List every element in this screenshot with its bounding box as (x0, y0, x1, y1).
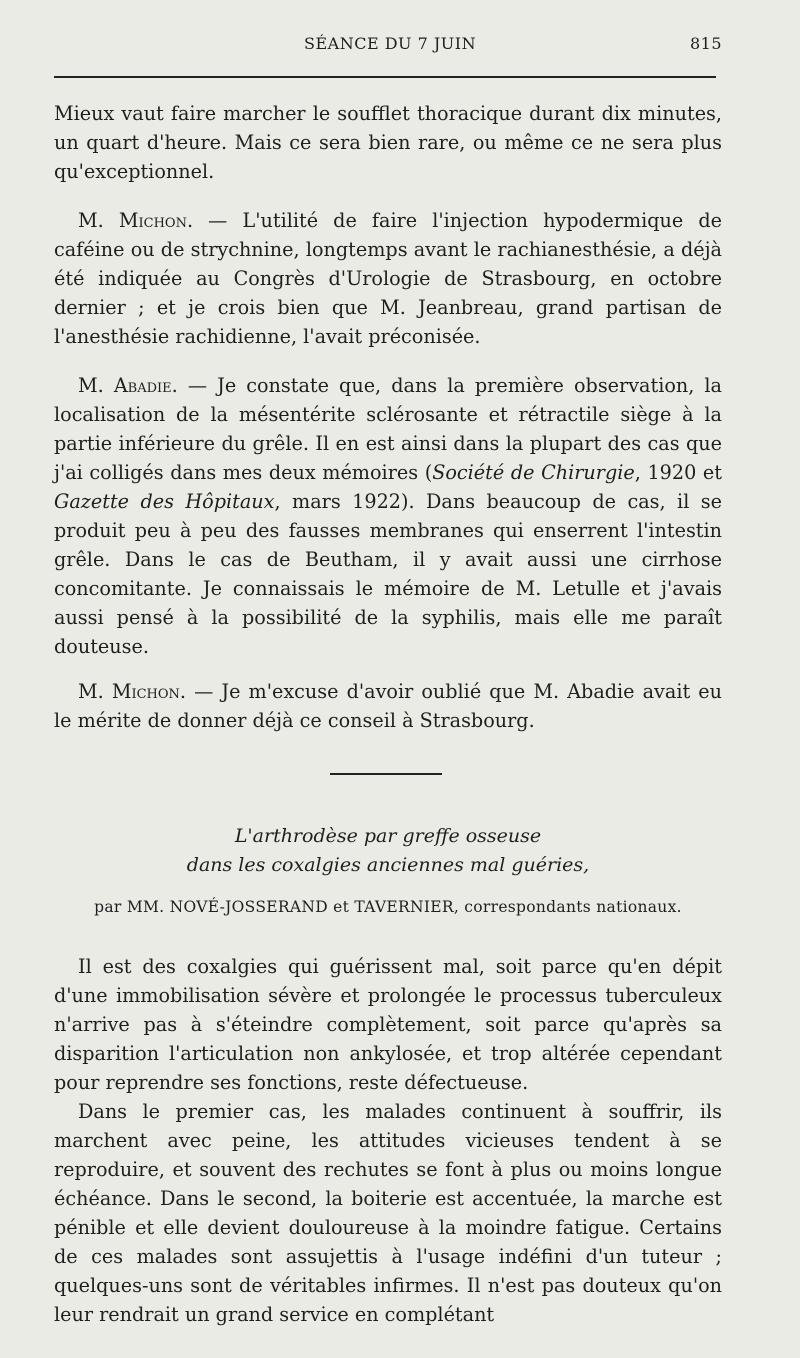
article-title (54, 822, 722, 880)
paragraph-1 (54, 99, 722, 186)
paragraph-michon-1 (54, 206, 722, 351)
paragraph-text-a: — Je constate que, dans la première observation, la localisation de la mésentérite sclérosante et rétractile siège à la partie inférieure du grêle. Il en est ainsi dans la plupart des cas que j'ai colligés dans mes deux mémoires ( (54, 374, 722, 484)
page-number: 815 (689, 34, 722, 53)
section-divider (330, 773, 442, 775)
article-authors: par MM. NOVÉ-JOSSERAND et TAVERNIER, correspondants nationaux. (94, 898, 682, 916)
paragraph-abadie (54, 371, 722, 661)
paragraph-text-b: , 1920 et (634, 461, 722, 484)
paragraph-text-c: , mars 1922). Dans beaucoup de cas, il se produit peu à peu des fausses membranes qui enserrent l'intestin grêle. Dans le cas de Beutham, il y avait aussi une cirrhose concomitante. Je connaissais le mémoire de M. Letulle et j'avais aussi pensé à la possibilité de la syphilis, mais elle me paraît douteuse. (54, 490, 722, 658)
paragraph-text: — Je m'excuse d'avoir oublié que M. Abadie avait eu le mérite de donner déjà ce conseil à Strasbourg. (54, 680, 722, 732)
speaker-name: M. Michon. (78, 680, 187, 703)
header-title: SÉANCE DU 7 JUIN (304, 34, 477, 53)
article-title-line-1: L'arthrodèse par greffe osseuse (234, 825, 542, 847)
citation-italic-1: Société de Chirurgie (432, 461, 635, 484)
speaker-name: M. Michon. (78, 209, 194, 232)
paragraph-text: Mieux vaut faire marcher le soufflet thoracique durant dix minutes, un quart d'heure. Mais ce sera bien rare, ou même ce ne sera plus qu'exceptionnel. (54, 102, 722, 183)
article-paragraph-1: Il est des coxalgies qui guérissent mal, soit parce qu'en dépit d'une immobilisation sévère et prolongée le processus tuberculeux n'arrive pas à s'éteindre complètement, soit parce qu'après sa disparition l'articulation non ankylosée, et trop altérée cependant pour reprendre ses fonctions, reste défectueuse. (54, 955, 722, 1094)
speaker-name: M. Abadie. (78, 374, 178, 397)
paragraph-michon-2 (54, 677, 722, 735)
article-body (54, 952, 722, 1329)
paragraph-text: — L'utilité de faire l'injection hypodermique de caféine ou de strychnine, longtemps avant le rachianesthésie, a déjà été indiquée au Congrès d'Urologie de Strasbourg, en octobre dernier ; et je crois bien que M. Jeanbreau, grand partisan de l'anesthésie rachidienne, l'avait préconisée. (54, 209, 722, 348)
article-paragraph-2: Dans le premier cas, les malades continuent à souffrir, ils marchent avec peine, les attitudes vicieuses tendent à se reproduire, et souvent des rechutes se font à plus ou moins longue échéance. Dans le second, la boiterie est accentuée, la marche est pénible et elle devient douloureuse à la moindre fatigue. Certains de ces malades sont assujettis à l'usage indéfini d'un tuteur ; quelques-uns sont de véritables infirmes. Il n'est pas douteux qu'on leur rendrait un grand service en complétant (54, 1100, 722, 1326)
citation-italic-2: Gazette des Hôpitaux (54, 490, 275, 513)
article-title-line-2: dans les coxalgies anciennes mal guéries, (186, 854, 590, 876)
header-rule (54, 76, 716, 78)
